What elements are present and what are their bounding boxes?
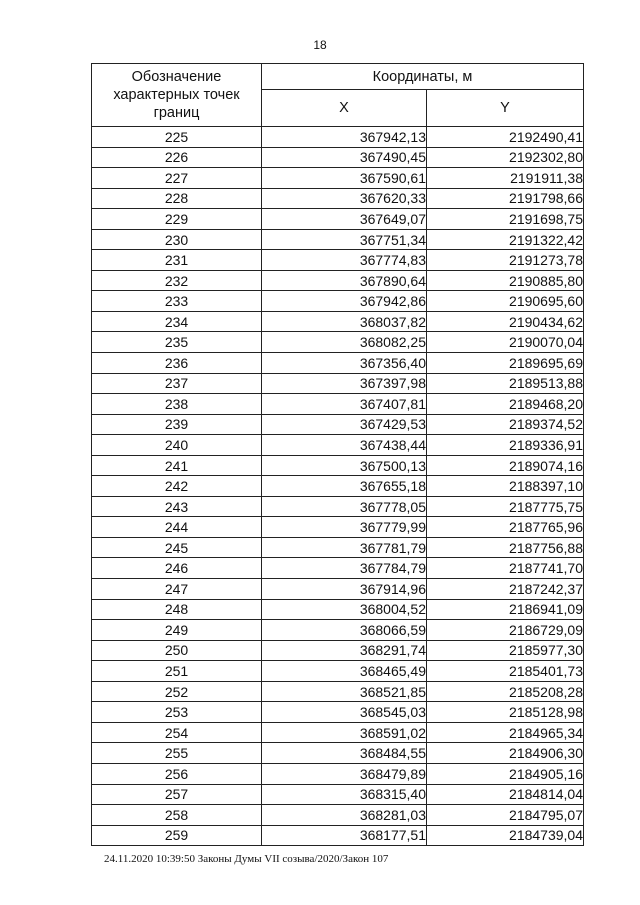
- table-row: [92, 168, 584, 189]
- point-number-cell: 250: [92, 640, 262, 661]
- y-coordinate-cell: 2186941,09: [427, 599, 584, 620]
- x-coordinate-cell: 368082,25: [262, 332, 427, 353]
- point-number-cell: 233: [92, 291, 262, 312]
- table-row: [92, 558, 584, 579]
- y-coordinate-cell: 2189513,88: [427, 373, 584, 394]
- y-coordinate-cell: 2191322,42: [427, 229, 584, 250]
- table-body: [92, 127, 584, 846]
- point-number-cell: 237: [92, 373, 262, 394]
- table-row: [92, 784, 584, 805]
- table-row: [92, 250, 584, 271]
- y-coordinate-cell: 2190070,04: [427, 332, 584, 353]
- point-number-cell: 255: [92, 743, 262, 764]
- table-row: [92, 599, 584, 620]
- table-row: [92, 209, 584, 230]
- point-number-cell: 246: [92, 558, 262, 579]
- y-coordinate-cell: 2184814,04: [427, 784, 584, 805]
- x-coordinate-cell: 367655,18: [262, 476, 427, 497]
- table-row: [92, 537, 584, 558]
- x-coordinate-cell: 368177,51: [262, 825, 427, 846]
- point-number-cell: 242: [92, 476, 262, 497]
- point-number-cell: 230: [92, 229, 262, 250]
- table-row: [92, 722, 584, 743]
- y-coordinate-cell: 2190695,60: [427, 291, 584, 312]
- x-coordinate-cell: 367590,61: [262, 168, 427, 189]
- y-coordinate-cell: 2185977,30: [427, 640, 584, 661]
- table-row: [92, 702, 584, 723]
- y-coordinate-cell: 2184906,30: [427, 743, 584, 764]
- x-coordinate-cell: 367649,07: [262, 209, 427, 230]
- y-coordinate-cell: 2191698,75: [427, 209, 584, 230]
- table-row: [92, 825, 584, 846]
- point-number-cell: 238: [92, 394, 262, 415]
- table-row: [92, 763, 584, 784]
- table-row: [92, 681, 584, 702]
- table-row: [92, 476, 584, 497]
- table-row: [92, 394, 584, 415]
- table-row: [92, 743, 584, 764]
- x-coordinate-cell: 368004,52: [262, 599, 427, 620]
- y-coordinate-cell: 2184965,34: [427, 722, 584, 743]
- table-row: [92, 311, 584, 332]
- table-row: [92, 229, 584, 250]
- x-coordinate-cell: 367407,81: [262, 394, 427, 415]
- table-row: [92, 414, 584, 435]
- x-coordinate-cell: 367942,13: [262, 127, 427, 148]
- table-row: [92, 353, 584, 374]
- header-y: Y: [427, 90, 584, 127]
- table-row: [92, 661, 584, 682]
- y-coordinate-cell: 2189336,91: [427, 435, 584, 456]
- y-coordinate-cell: 2187741,70: [427, 558, 584, 579]
- x-coordinate-cell: 368037,82: [262, 311, 427, 332]
- point-number-cell: 253: [92, 702, 262, 723]
- point-number-cell: 259: [92, 825, 262, 846]
- point-number-cell: 249: [92, 620, 262, 641]
- point-number-cell: 225: [92, 127, 262, 148]
- table-row: [92, 640, 584, 661]
- y-coordinate-cell: 2189695,69: [427, 353, 584, 374]
- point-number-cell: 258: [92, 805, 262, 826]
- point-number-cell: 240: [92, 435, 262, 456]
- x-coordinate-cell: 367397,98: [262, 373, 427, 394]
- page-number: 18: [313, 38, 327, 52]
- table-row: [92, 805, 584, 826]
- point-number-cell: 245: [92, 537, 262, 558]
- table-row: [92, 147, 584, 168]
- x-coordinate-cell: 368315,40: [262, 784, 427, 805]
- table-row: [92, 270, 584, 291]
- x-coordinate-cell: 368066,59: [262, 620, 427, 641]
- x-coordinate-cell: 368521,85: [262, 681, 427, 702]
- y-coordinate-cell: 2192302,80: [427, 147, 584, 168]
- y-coordinate-cell: 2187775,75: [427, 496, 584, 517]
- x-coordinate-cell: 367356,40: [262, 353, 427, 374]
- point-number-cell: 252: [92, 681, 262, 702]
- x-coordinate-cell: 368291,74: [262, 640, 427, 661]
- y-coordinate-cell: 2191273,78: [427, 250, 584, 271]
- y-coordinate-cell: 2190885,80: [427, 270, 584, 291]
- y-coordinate-cell: 2191911,38: [427, 168, 584, 189]
- footer-stamp: 24.11.2020 10:39:50 Законы Думы VII созыва/2020/Закон 107: [104, 853, 389, 865]
- x-coordinate-cell: 368465,49: [262, 661, 427, 682]
- point-number-cell: 241: [92, 455, 262, 476]
- point-number-cell: 228: [92, 188, 262, 209]
- point-number-cell: 256: [92, 763, 262, 784]
- y-coordinate-cell: 2189468,20: [427, 394, 584, 415]
- point-number-cell: 244: [92, 517, 262, 538]
- point-number-cell: 248: [92, 599, 262, 620]
- y-coordinate-cell: 2189374,52: [427, 414, 584, 435]
- y-coordinate-cell: 2187765,96: [427, 517, 584, 538]
- y-coordinate-cell: 2187242,37: [427, 579, 584, 600]
- point-number-cell: 251: [92, 661, 262, 682]
- header-x: X: [262, 90, 427, 127]
- y-coordinate-cell: 2184905,16: [427, 763, 584, 784]
- table-row: [92, 455, 584, 476]
- y-coordinate-cell: 2190434,62: [427, 311, 584, 332]
- y-coordinate-cell: 2185208,28: [427, 681, 584, 702]
- y-coordinate-cell: 2188397,10: [427, 476, 584, 497]
- x-coordinate-cell: 367781,79: [262, 537, 427, 558]
- coordinates-table: [91, 63, 584, 846]
- x-coordinate-cell: 367784,79: [262, 558, 427, 579]
- table-row: [92, 579, 584, 600]
- table-row: [92, 373, 584, 394]
- table-row: [92, 127, 584, 148]
- x-coordinate-cell: 368484,55: [262, 743, 427, 764]
- y-coordinate-cell: 2189074,16: [427, 455, 584, 476]
- x-coordinate-cell: 367620,33: [262, 188, 427, 209]
- y-coordinate-cell: 2191798,66: [427, 188, 584, 209]
- table-row: [92, 435, 584, 456]
- y-coordinate-cell: 2185128,98: [427, 702, 584, 723]
- y-coordinate-cell: 2185401,73: [427, 661, 584, 682]
- point-number-cell: 226: [92, 147, 262, 168]
- y-coordinate-cell: 2184795,07: [427, 805, 584, 826]
- y-coordinate-cell: 2187756,88: [427, 537, 584, 558]
- point-number-cell: 254: [92, 722, 262, 743]
- point-number-cell: 232: [92, 270, 262, 291]
- x-coordinate-cell: 367778,05: [262, 496, 427, 517]
- y-coordinate-cell: 2186729,09: [427, 620, 584, 641]
- x-coordinate-cell: 368545,03: [262, 702, 427, 723]
- x-coordinate-cell: 368591,02: [262, 722, 427, 743]
- x-coordinate-cell: 368281,03: [262, 805, 427, 826]
- point-number-cell: 231: [92, 250, 262, 271]
- table-row: [92, 332, 584, 353]
- y-coordinate-cell: 2184739,04: [427, 825, 584, 846]
- point-number-cell: 235: [92, 332, 262, 353]
- x-coordinate-cell: 367438,44: [262, 435, 427, 456]
- point-number-cell: 243: [92, 496, 262, 517]
- y-coordinate-cell: 2192490,41: [427, 127, 584, 148]
- point-number-cell: 227: [92, 168, 262, 189]
- table-row: [92, 517, 584, 538]
- x-coordinate-cell: 367429,53: [262, 414, 427, 435]
- x-coordinate-cell: 367751,34: [262, 229, 427, 250]
- x-coordinate-cell: 367500,13: [262, 455, 427, 476]
- x-coordinate-cell: 367779,99: [262, 517, 427, 538]
- table-row: [92, 496, 584, 517]
- x-coordinate-cell: 367890,64: [262, 270, 427, 291]
- header-coordinates: Координаты, м: [262, 64, 584, 90]
- x-coordinate-cell: 367942,86: [262, 291, 427, 312]
- x-coordinate-cell: 367774,83: [262, 250, 427, 271]
- table-row: [92, 188, 584, 209]
- point-number-cell: 257: [92, 784, 262, 805]
- table-row: [92, 620, 584, 641]
- point-number-cell: 234: [92, 311, 262, 332]
- point-number-cell: 229: [92, 209, 262, 230]
- x-coordinate-cell: 367914,96: [262, 579, 427, 600]
- x-coordinate-cell: 367490,45: [262, 147, 427, 168]
- table-row: [92, 291, 584, 312]
- point-number-cell: 236: [92, 353, 262, 374]
- x-coordinate-cell: 368479,89: [262, 763, 427, 784]
- point-number-cell: 239: [92, 414, 262, 435]
- point-number-cell: 247: [92, 579, 262, 600]
- header-designation: Обозначение характерных точек границ: [92, 64, 262, 127]
